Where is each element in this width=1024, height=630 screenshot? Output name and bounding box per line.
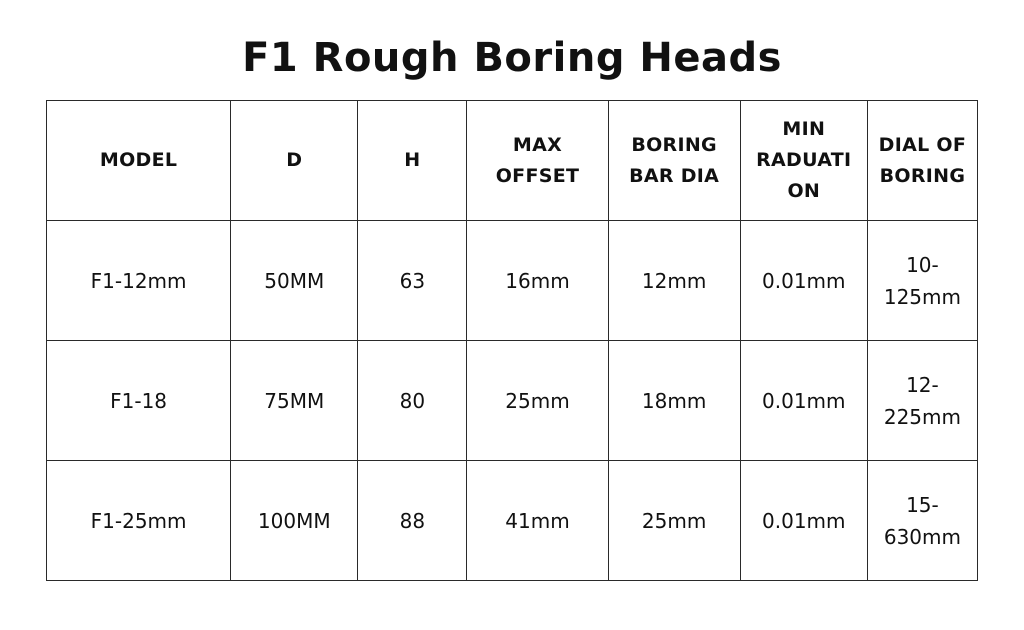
- cell-boring-bar-dia: 12mm: [608, 221, 740, 341]
- cell-model: F1-18: [47, 341, 231, 461]
- cell-model: F1-12mm: [47, 221, 231, 341]
- table-row: [47, 221, 978, 341]
- column-header-h: H: [358, 101, 467, 221]
- column-header-model: MODEL: [47, 101, 231, 221]
- spec-table: [46, 100, 978, 581]
- table-row: [47, 341, 978, 461]
- column-header-max-offset: MAX OFFSET: [467, 101, 608, 221]
- cell-d: 100MM: [231, 461, 358, 581]
- column-header-d: D: [231, 101, 358, 221]
- table-body: [47, 221, 978, 581]
- cell-dial-of-boring: 10- 125mm: [867, 221, 977, 341]
- cell-h: 88: [358, 461, 467, 581]
- cell-boring-bar-dia: 18mm: [608, 341, 740, 461]
- cell-max-offset: 41mm: [467, 461, 608, 581]
- cell-d: 50MM: [231, 221, 358, 341]
- cell-dial-of-boring: 15- 630mm: [867, 461, 977, 581]
- column-header-dial-of-boring: DIAL OF BORING: [867, 101, 977, 221]
- cell-min-graduation: 0.01mm: [740, 461, 867, 581]
- cell-h: 80: [358, 341, 467, 461]
- cell-dial-of-boring: 12- 225mm: [867, 341, 977, 461]
- column-header-min-graduation: MIN RADUATI ON: [740, 101, 867, 221]
- cell-model: F1-25mm: [47, 461, 231, 581]
- cell-d: 75MM: [231, 341, 358, 461]
- cell-min-graduation: 0.01mm: [740, 221, 867, 341]
- header-row: [47, 101, 978, 221]
- cell-boring-bar-dia: 25mm: [608, 461, 740, 581]
- cell-max-offset: 16mm: [467, 221, 608, 341]
- column-header-boring-bar-dia: BORING BAR DIA: [608, 101, 740, 221]
- cell-h: 63: [358, 221, 467, 341]
- cell-min-graduation: 0.01mm: [740, 341, 867, 461]
- table-row: [47, 461, 978, 581]
- table-header: [47, 101, 978, 221]
- cell-max-offset: 25mm: [467, 341, 608, 461]
- page-title: F1 Rough Boring Heads: [242, 35, 782, 81]
